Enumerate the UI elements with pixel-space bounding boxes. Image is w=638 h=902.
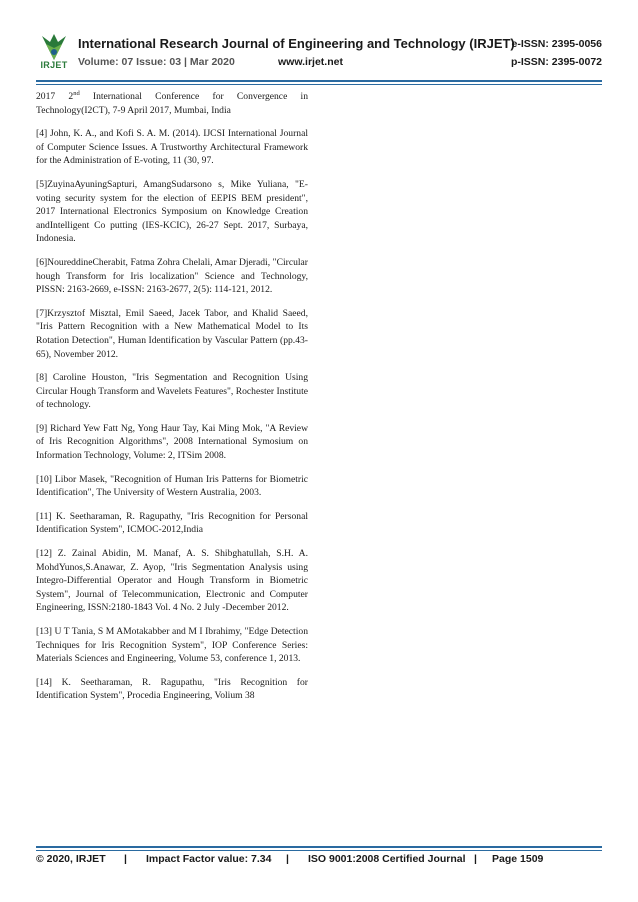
footer-page-number: Page 1509 <box>492 853 544 865</box>
footer-separator: | <box>124 853 127 865</box>
reference-item <box>36 256 308 297</box>
reference-item <box>36 90 308 117</box>
reference-text: [6]NoureddineCherabit, Fatma Zohra Chelali, Amar Djeradi, "Circular hough Transform for Iris localization" Science and Technology, PISSN: 2163-2669, e-ISSN: 2163-2677, 2(5): 114-121, 2012. <box>36 256 308 296</box>
reference-item <box>36 422 308 463</box>
reference-text: [4] John, K. A., and Kofi S. A. M. (2014). IJCSI International Journal of Computer Science Issues. A Trustworthy Architectural Framework for the Administration of E-voting, 11 (30, 97. <box>36 128 308 167</box>
footer-divider-thin <box>36 850 602 851</box>
footer-separator: | <box>286 853 289 865</box>
reference-text: [10] Libor Masek, "Recognition of Human Iris Patterns for Biometric Identification", The University of Western Australia, 2003. <box>36 473 308 499</box>
footer-separator: | <box>474 853 477 865</box>
pissn: p-ISSN: 2395-0072 <box>510 56 602 68</box>
reference-text: [13] U T Tania, S M AMotakabber and M I Ibrahimy, "Edge Detection Techniques for Iris Recognition System", IOP Conference Series: Materials Sciences and Engineering, Volume 53, conference 1, 2013. <box>36 626 308 665</box>
footer-iso: ISO 9001:2008 Certified Journal <box>308 853 466 865</box>
reference-text: [5]ZuyinaAyuningSapturi, AmangSudarsono s, Mike Yuliana, "E-voting security system for the election of EEPIS BEM president", 2017 International Electronics Symposium on Knowledge Creation andIntelligent Co putting (IES-KCIC), 26-27 Sept. 2017, Surbaya, Indonesia. <box>36 178 308 245</box>
reference-item <box>36 371 308 412</box>
reference-item <box>36 178 308 246</box>
reference-item <box>36 473 308 500</box>
reference-item <box>36 307 308 361</box>
reference-text: [11] K. Seetharaman, R. Ragupathy, "Iris Recognition for Personal Identification System", ICMOC-2012,India <box>36 510 308 536</box>
header-divider <box>36 80 602 82</box>
logo-text: IRJET <box>40 60 68 70</box>
reference-item <box>36 510 308 537</box>
reference-item <box>36 547 308 615</box>
reference-text: [7]Krzysztof Misztal, Emil Saeed, Jacek Tabor, and Khalid Saeed, "Iris Pattern Recognition with a New Mathematical Model to Its Rotation Detection", Human Identification by Vascular Pattern (pp.43-65), November 2012. <box>36 307 308 360</box>
volume-issue: Volume: 07 Issue: 03 | Mar 2020 <box>78 56 235 68</box>
page-header <box>36 30 602 78</box>
references-column <box>36 90 308 713</box>
journal-title: International Research Journal of Engineering and Technology (IRJET) <box>78 36 515 51</box>
footer-copyright: © 2020, IRJET <box>36 853 106 865</box>
reference-text: International Conference for Convergence in Technology(I2CT), 7-9 April 2017, Mumbai, India <box>36 91 308 116</box>
footer-impact-factor: Impact Factor value: 7.34 <box>146 853 272 865</box>
header-divider-thin <box>36 84 602 85</box>
reference-item <box>36 625 308 666</box>
reference-text: [12] Z. Zainal Abidin, M. Manaf, A. S. Shibghatullah, S.H. A. MohdYunos,S.Anawar, Z. Ayop, "Iris Segmentation Analysis using Integro-Differential Operator and Hough Transform in Biometric System", Journal of Telecommunication, Electronic and Computer Engineering, ISSN:2180-1843 Vol. 4 No. 2 July -December 2012. <box>36 548 308 614</box>
reference-text: 2017 2 <box>36 91 74 102</box>
reference-superscript: nd <box>73 89 80 97</box>
page-footer <box>36 853 602 869</box>
reference-text: [8] Caroline Houston, "Iris Segmentation and Recognition Using Circular Hough Transform and Wavelets Features", Rochester Institute of technology. <box>36 372 308 411</box>
website-link[interactable]: www.irjet.net <box>278 56 343 68</box>
reference-item <box>36 676 308 703</box>
footer-divider <box>36 846 602 848</box>
reference-item <box>36 127 308 168</box>
reference-text: [9] Richard Yew Fatt Ng, Yong Haur Tay, Kai Ming Mok, "A Review of Iris Recognition Algorithms", 2008 International Symosium on Information Technology, Volume: 2, ITSim 2008. <box>36 422 308 462</box>
eissn: e-ISSN: 2395-0056 <box>511 38 602 50</box>
reference-text: [14] K. Seetharaman, R. Ragupathu, "Iris Recognition for Identification System", Procedia Engineering, Volium 38 <box>36 676 308 702</box>
